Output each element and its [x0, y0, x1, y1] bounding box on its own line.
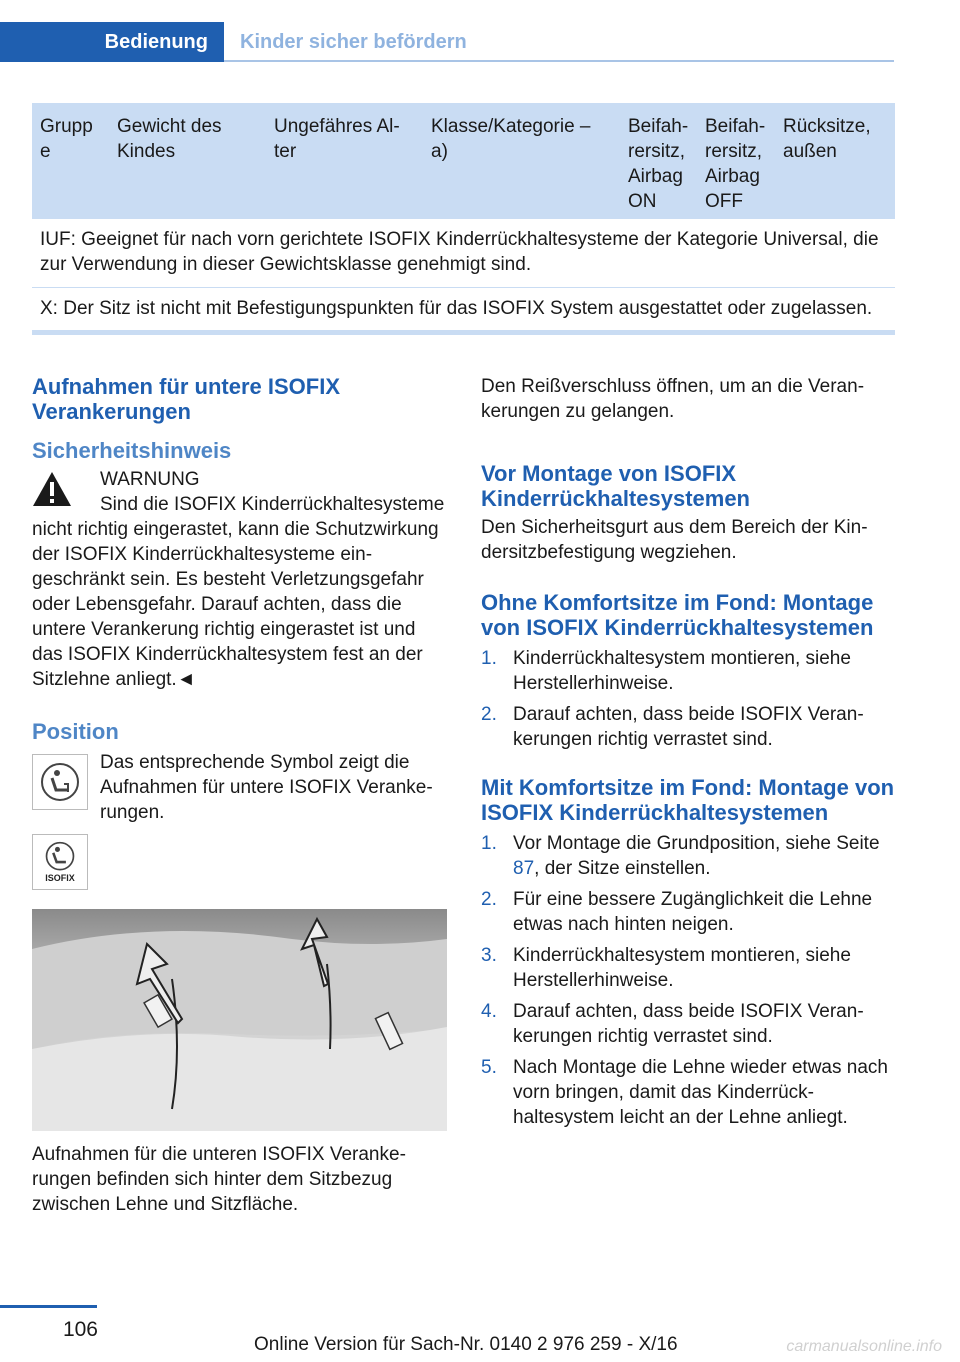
heading-with-comfort-seats: Mit Komfortsitze im Fond: Montage von ISOFIX Kinderrückhaltesystemen [481, 775, 895, 825]
tab-bedienung[interactable]: Bedienung [0, 22, 224, 62]
page-number: 106 [62, 1318, 98, 1341]
table-col-header: Beifah- rersitz, Airbag ON [628, 116, 689, 212]
warning-label: WARNUNG [100, 469, 200, 490]
right-column [481, 374, 895, 1136]
zipper-text: Den Reißverschluss öffnen, um an die Verankerungen zu gelangen. [481, 376, 865, 422]
position-text: Das entsprechende Symbol zeigt die Aufnahmen für untere ISOFIX Verankerungen. [100, 752, 433, 823]
position-block [32, 750, 450, 888]
footer-rule [0, 1305, 97, 1308]
isofix-seat-glyph-icon [43, 841, 77, 873]
table-col-header: Gewicht des Kindes [117, 116, 222, 162]
list-item: 2. Darauf achten, dass beide ISOFIX Verankerungen richtig verrastet sind. [481, 704, 864, 750]
warning-text: Sind die ISOFIX Kinderrückhaltesysteme nicht richtig eingerastet, kann die Schutzwirkung der ISOFIX Kinderrückhaltesysteme eingeschränkt sein. Es besteht Verletzungsgefahr oder Lebensgefahr. Darauf achten, dass die untere Verankerung richtig eingerastet ist und das ISOFIX Kinderrückhaltesystem fest an der Sitzlehne anliegt.◄ [32, 494, 445, 690]
before-install-text: Den Sicherheitsgurt aus dem Bereich der Kindersitzbefestigung wegziehen. [481, 517, 868, 563]
list-item: 4. Darauf achten, dass beide ISOFIX Verankerungen richtig verrastet sind. [481, 1001, 864, 1047]
steps-with-comfort [481, 831, 895, 1130]
table-col-header: Beifah- rersitz, Airbag OFF [705, 116, 766, 212]
table-header-row [32, 103, 895, 219]
isofix-symbol-icon [32, 834, 88, 890]
warning-triangle-icon [32, 471, 72, 507]
table-col-header: Ungefähres Al- ter [274, 116, 400, 162]
list-item: 2. Für eine bessere Zugänglichkeit die Lehne etwas nach hinten neigen. [481, 889, 873, 935]
list-item: 3. Kinderrückhaltesystem montieren, siehe Herstellerhinweise. [481, 945, 851, 991]
page-link-87[interactable]: 87 [513, 858, 535, 879]
table-note-iuf: IUF: Geeignet für nach vorn gerichtete ISOFIX Kinderrückhaltesysteme der Kategorie Universal, die zur Verwendung in dieser Gewichtsklasse genehmigt sind. [32, 219, 895, 288]
list-item: 5. Nach Montage die Lehne wieder etwas nach vorn bringen, damit das Kinderrückhaltesystem leicht an der Lehne anliegt. [481, 1057, 888, 1128]
heading-before-install: Vor Montage von ISOFIX Kinderrückhaltesystemen [481, 461, 750, 511]
tab-section-title[interactable]: Kinder sicher befördern [240, 30, 467, 53]
list-item: 1. Vor Montage die Grundposition, siehe Seite 87, der Sitze einstellen. [481, 833, 880, 879]
online-version-note: Online Version für Sach-Nr. 0140 2 976 259 - X/16 [254, 1334, 678, 1355]
isofix-table [32, 103, 895, 335]
list-item: 1. Kinderrückhaltesystem montieren, siehe Herstellerhinweise. [481, 648, 851, 694]
illustration-caption: Aufnahmen für die unteren ISOFIX Verankerungen befinden sich hinter dem Sitzbezug zwischen Lehne und Sitzfläche. [32, 1144, 406, 1215]
child-seat-glyph-icon [40, 762, 80, 802]
steps-without-comfort [481, 646, 895, 752]
warning-block [32, 467, 450, 492]
isofix-icon-label: ISOFIX [45, 873, 75, 883]
left-column [32, 374, 450, 1217]
header-rule [224, 60, 894, 62]
watermark: carmanualsonline.info [786, 1338, 942, 1355]
heading-position: Position [32, 719, 119, 744]
child-seat-icon [32, 754, 88, 810]
table-col-header: Rücksitze, außen [783, 116, 871, 162]
heading-isofix-anchors: Aufnahmen für untere ISOFIX Verankerungen [32, 374, 341, 424]
table-col-header: Klasse/Kategorie – a) [431, 116, 591, 162]
page-header [0, 22, 894, 62]
table-col-header: Grupp e [40, 116, 93, 162]
heading-safety: Sicherheitshinweis [32, 438, 232, 463]
table-note-x: X: Der Sitz ist nicht mit Befestigungspunkten für das ISOFIX System ausgestattet oder zugelassen. [32, 288, 895, 335]
rear-seat-isofix-illustration [32, 909, 447, 1131]
heading-without-comfort-seats: Ohne Komfortsitze im Fond: Montage von ISOFIX Kinderrückhaltesystemen [481, 590, 874, 640]
